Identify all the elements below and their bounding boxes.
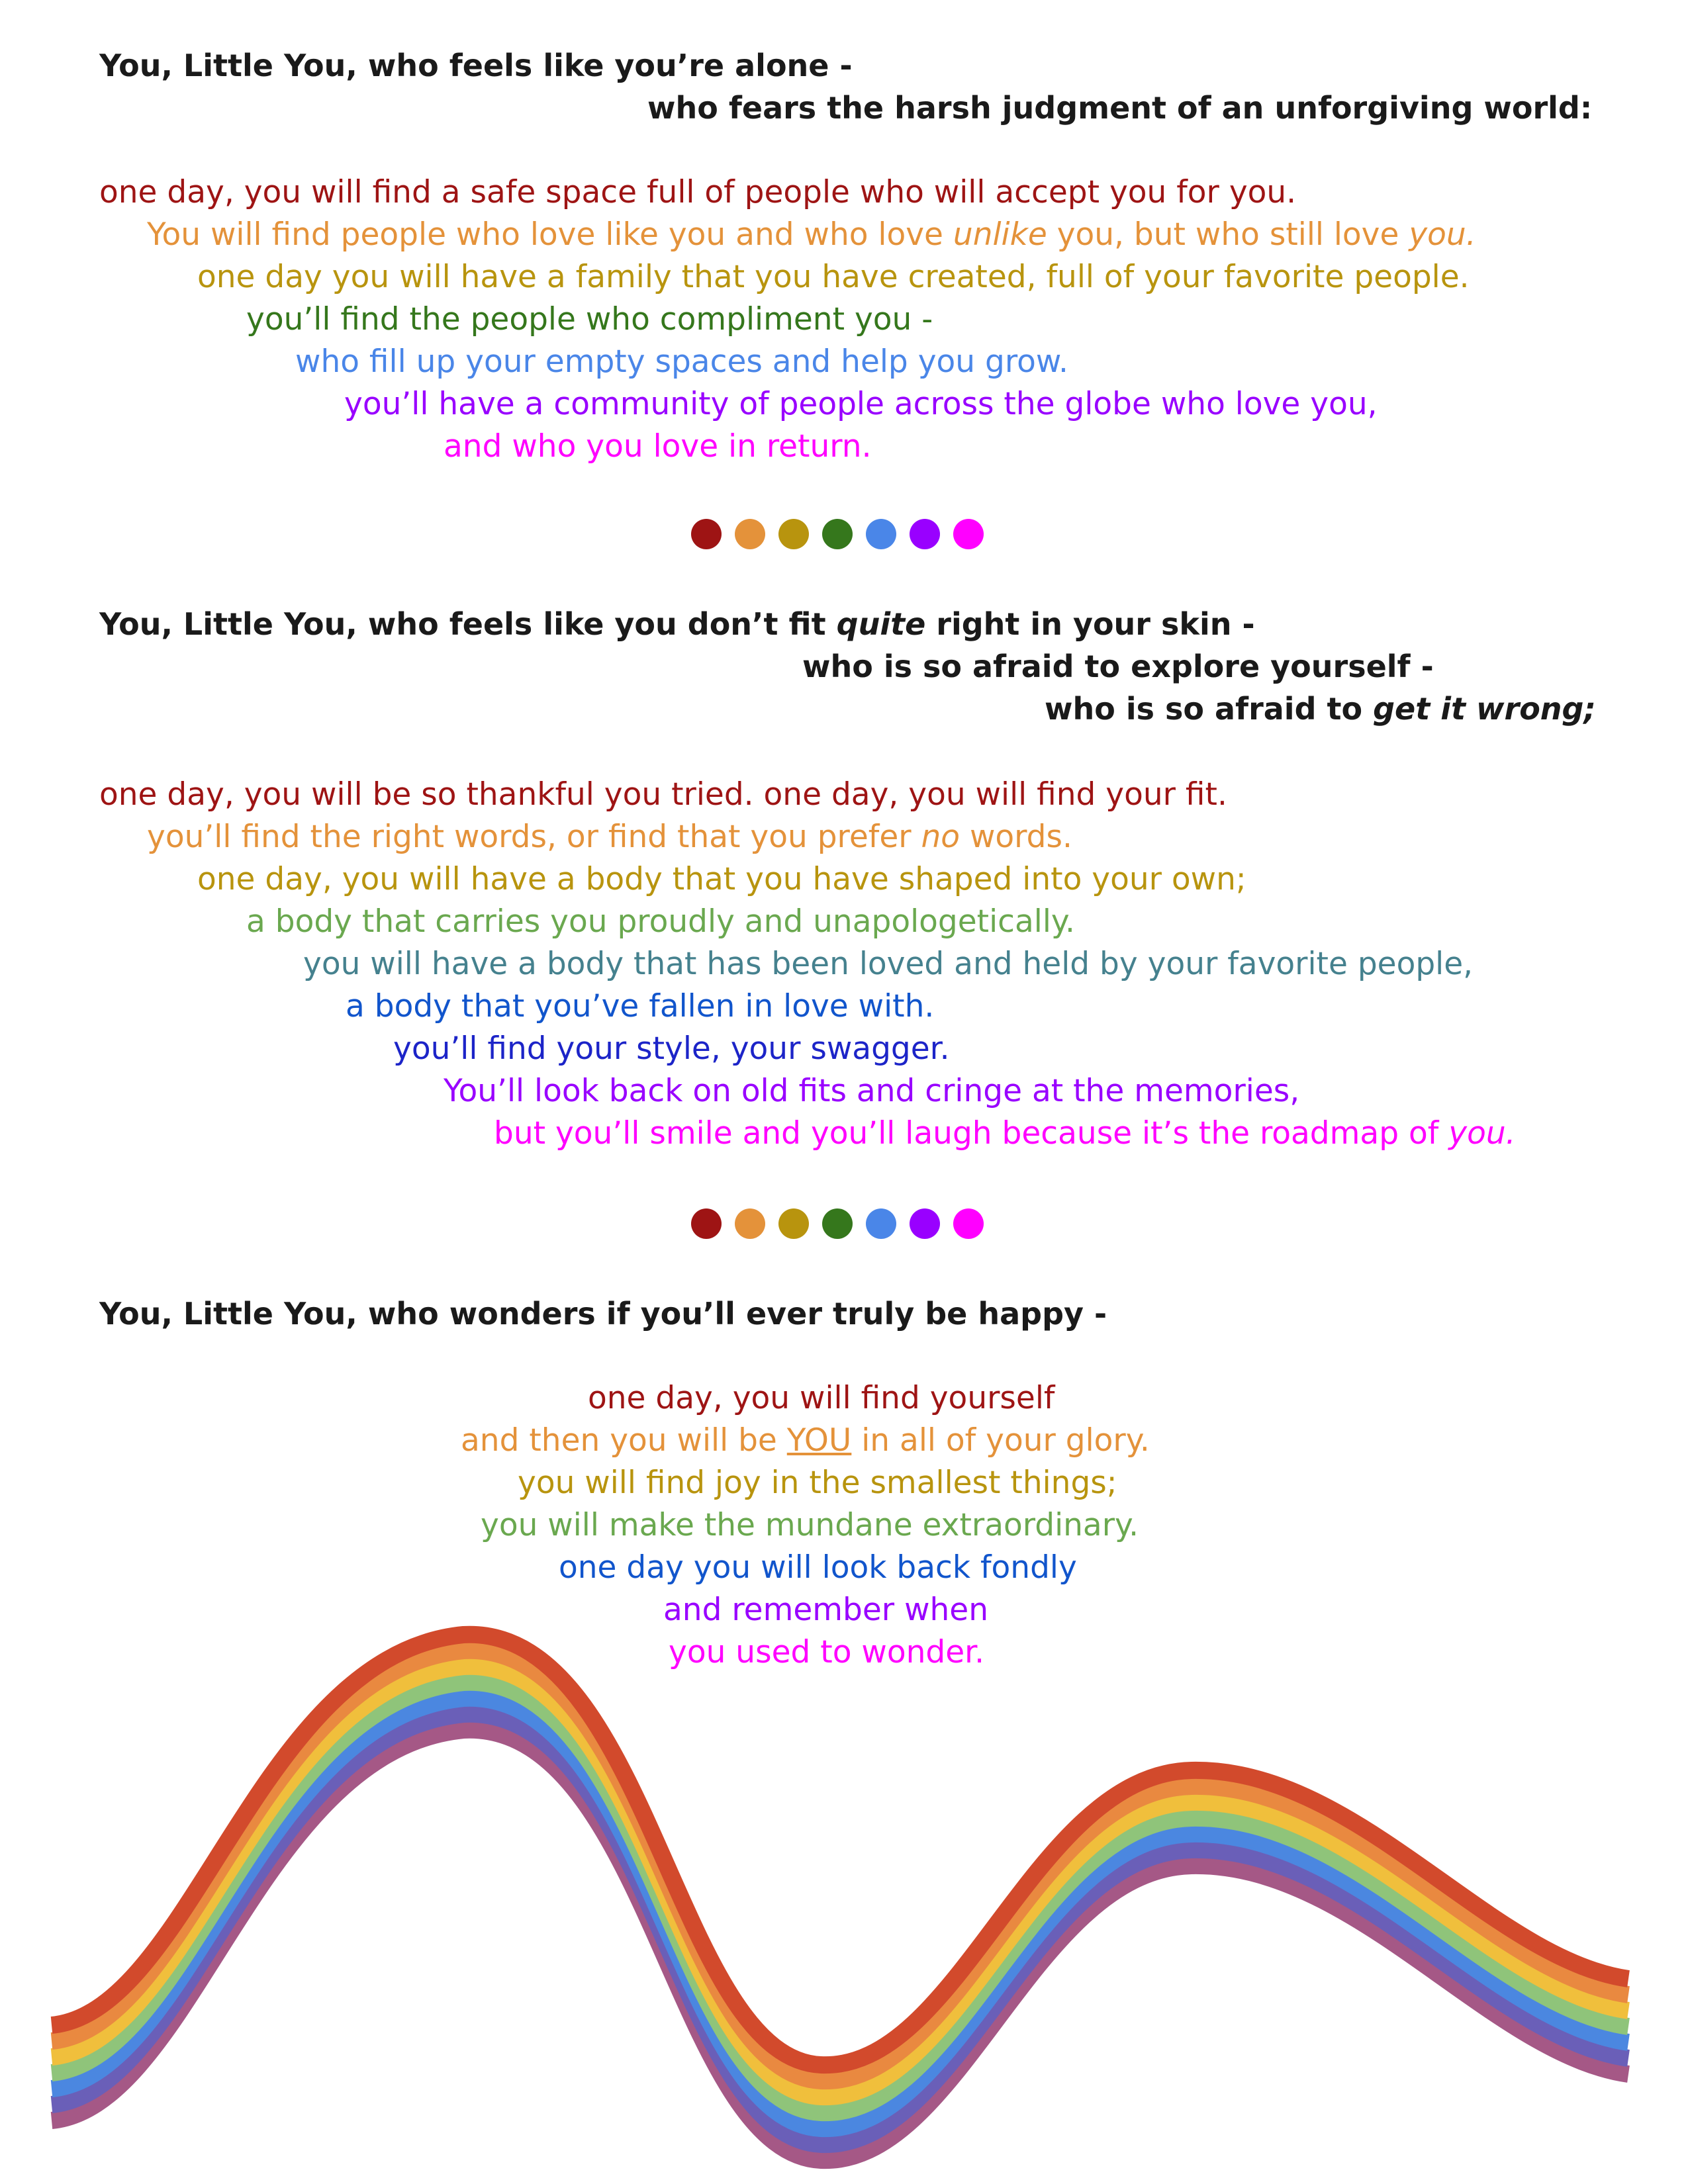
stanza2-intro-line-1: You, Little You, who feels like you don’t fit quite right in your skin -: [99, 606, 1255, 642]
stanza2-line-4: a body that carries you proudly and unapologetically.: [246, 903, 1075, 940]
stanza2-line-2: you’ll find the right words, or find that you prefer no words.: [147, 819, 1072, 855]
stanza2-line-6: a body that you’ve fallen in love with.: [346, 988, 935, 1024]
stanza3-line-4: you will make the mundane extraordinary.: [481, 1507, 1139, 1543]
stanza2-intro-line-3: who is so afraid to get it wrong;: [1045, 691, 1596, 727]
stanza1-line-4: you’ll find the people who compliment you -: [246, 301, 933, 338]
stanza3-line-2: and then you will be YOU in all of your glory.: [461, 1422, 1150, 1459]
stanza3-line-1: one day, you will find yourself: [588, 1380, 1055, 1416]
rainbow-band: [52, 1651, 1628, 2081]
stanza1-line-7: and who you love in return.: [444, 428, 872, 465]
stanza2-line-9: but you’ll smile and you’ll laugh because it’s the roadmap of you.: [494, 1115, 1516, 1152]
stanza2-line-7: you’ll find your style, your swagger.: [393, 1030, 950, 1067]
stanza1-line-6: you’ll have a community of people across the globe who love you,: [344, 386, 1378, 422]
stanza2-line-3: one day, you will have a body that you have shaped into your own;: [197, 861, 1246, 897]
stanza1-line-2: You will find people who love like you and who love unlike you, but who still love you.: [147, 216, 1476, 253]
stanza3-line-5: one day you will look back fondly: [559, 1549, 1077, 1586]
stanza2-line-5: you will have a body that has been loved and held by your favorite people,: [303, 946, 1474, 982]
rainbow-band: [52, 1666, 1628, 2097]
stanza1-line-3: one day you will have a family that you have created, full of your favorite people.: [197, 259, 1470, 295]
stanza3-line-6: and remember when: [663, 1592, 988, 1628]
stanza1-intro-line-2: who fears the harsh judgment of an unforgiving world:: [647, 90, 1593, 126]
stanza3-intro-line-1: You, Little You, who wonders if you’ll ever truly be happy -: [99, 1296, 1107, 1332]
stanza3-line-7: you used to wonder.: [669, 1634, 985, 1670]
stanza1-intro-line-1: You, Little You, who feels like you’re alone -: [99, 48, 853, 83]
stanza2-line-8: You’ll look back on old fits and cringe at the memories,: [444, 1073, 1300, 1109]
stanza2-line-1: one day, you will be so thankful you tried. one day, you will find your fit.: [99, 776, 1227, 813]
stanza1-line-5: who fill up your empty spaces and help you grow.: [295, 343, 1068, 380]
stanza1-line-1: one day, you will find a safe space full of people who will accept you for you.: [99, 174, 1297, 210]
stanza3-line-3: you will find joy in the smallest things;: [518, 1465, 1117, 1501]
stanza2-intro-line-2: who is so afraid to explore yourself -: [802, 649, 1434, 684]
